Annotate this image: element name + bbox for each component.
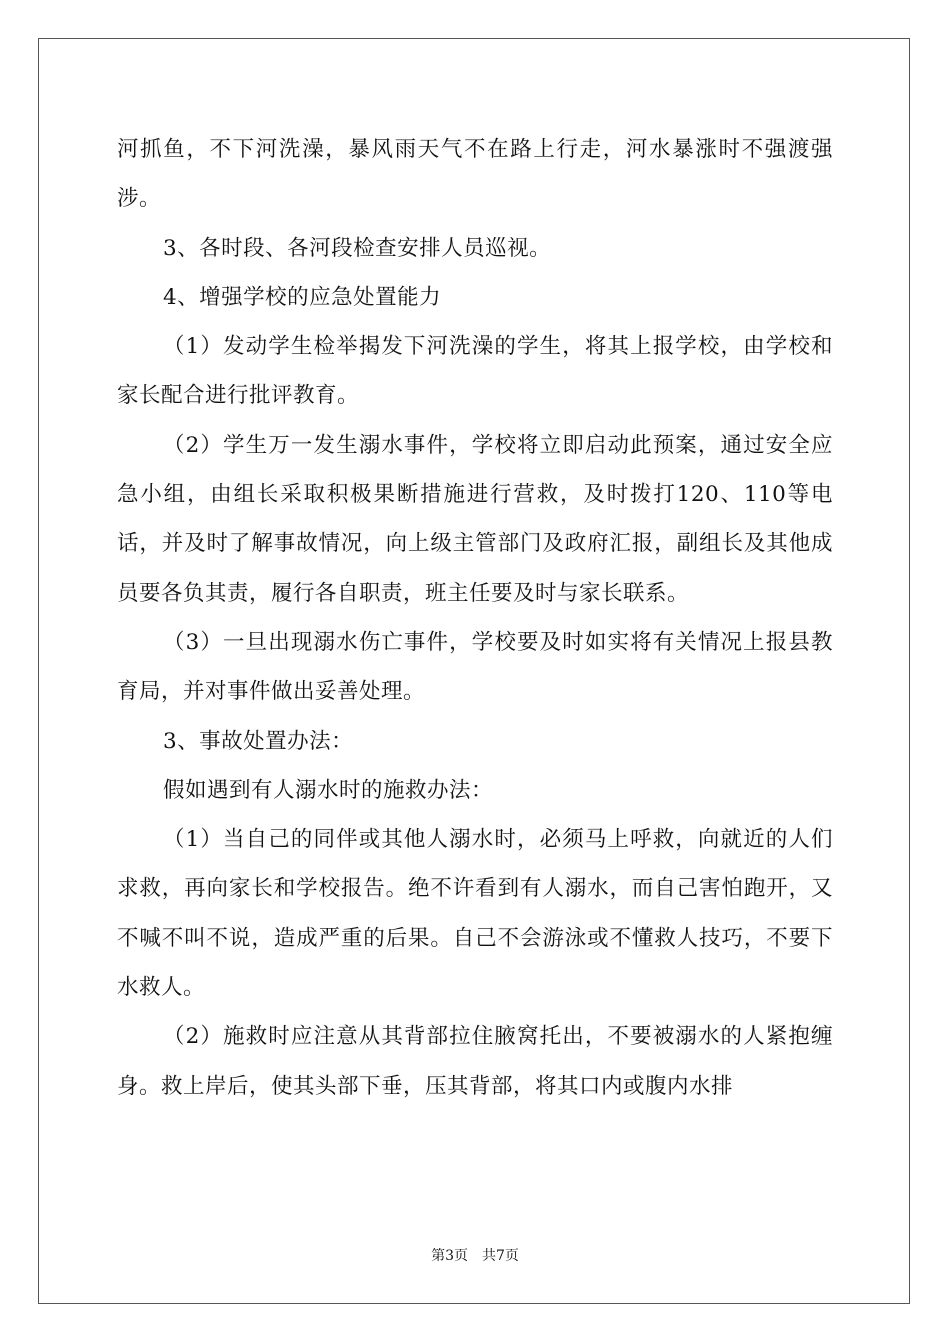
paragraph-8: 假如遇到有人溺水时的施救办法：	[163, 777, 494, 803]
paragraph-4: （1）发动学生检举揭发下河洗澡的学生，将其上报学校，由学校和家长配合进行批评教育。	[117, 334, 833, 409]
paragraph-2: 3、各时段、各河段检查安排人员巡视。	[163, 235, 552, 261]
paragraph-9: （1）当自己的同伴或其他人溺水时，必须马上呼救，向就近的人们求救，再向家长和学校报告。绝不许看到有人溺水，而自己害怕跑开，又不喊不叫不说，造成严重的后果。自己不会游泳或不懂救人技巧，不要下水救人。	[117, 827, 833, 1001]
page-footer	[0, 1246, 950, 1266]
paragraph-6: （3）一旦出现溺水伤亡事件，学校要及时如实将有关情况上报县教育局，并对事件做出妥善处理。	[117, 629, 833, 705]
paragraph-10: （2）施救时应注意从其背部拉住腋窝托出，不要被溺水的人紧抱缠身。救上岸后，使其头部下垂，压其背部，将其口内或腹内水排	[117, 1024, 833, 1099]
page-number: 第3页	[431, 1248, 468, 1264]
paragraph-3: 4、增强学校的应急处置能力	[163, 284, 442, 310]
paragraph-5: （2）学生万一发生溺水事件，学校将立即启动此预案，通过安全应急小组，由组长采取积极果断措施进行营救，及时拨打120、110等电话，并及时了解事故情况，向上级主管部门及政府汇报，副组长及其他成员要各负其责，履行各自职责，班主任要及时与家长联系。	[117, 432, 833, 606]
paragraph-7: 3、事故处置办法：	[163, 728, 354, 754]
document-body	[117, 125, 833, 1111]
paragraph-1: 河抓鱼，不下河洗澡，暴风雨天气不在路上行走，河水暴涨时不强渡强涉。	[117, 137, 833, 212]
page-total: 共7页	[482, 1248, 519, 1264]
